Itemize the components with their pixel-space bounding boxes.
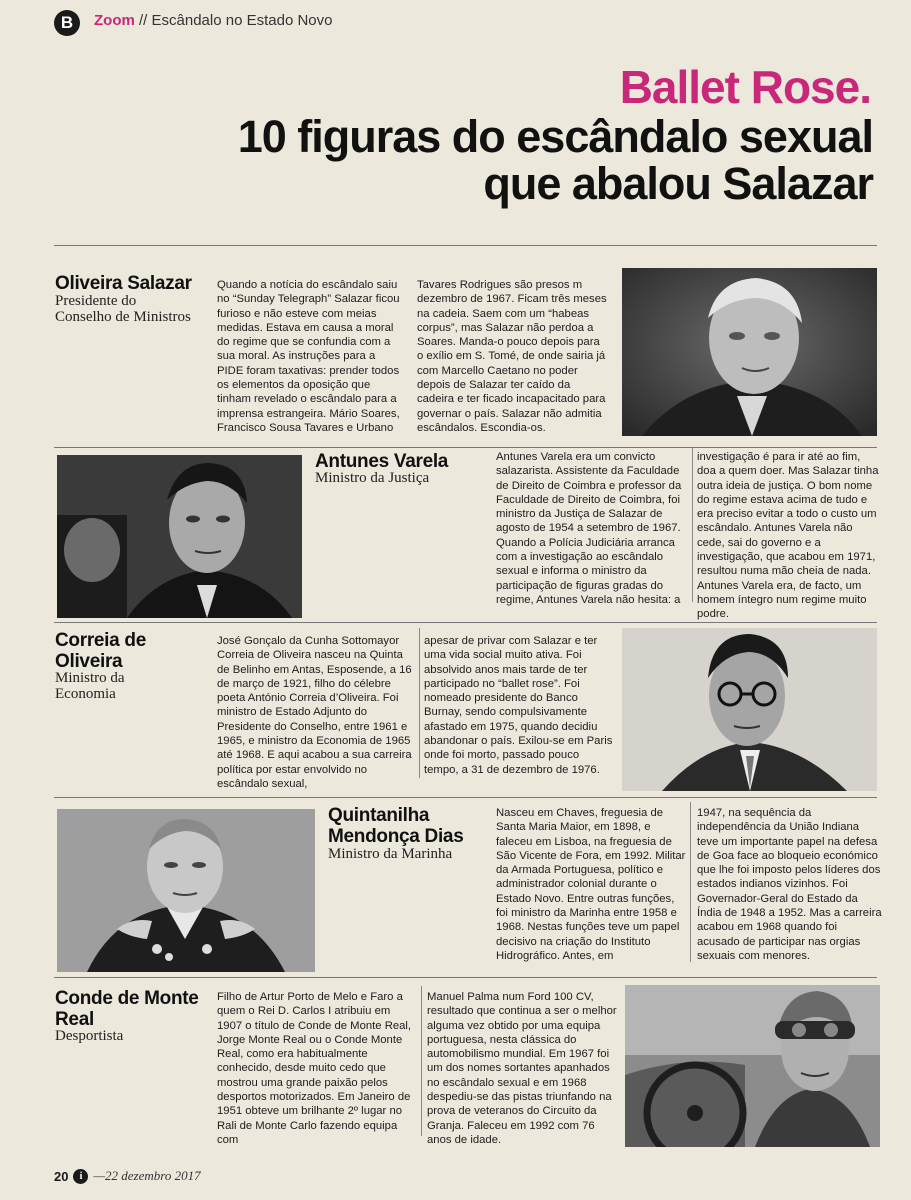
portrait-salazar	[622, 268, 877, 436]
column-rule	[692, 448, 693, 602]
profile-role: Ministro da Economia	[55, 670, 125, 702]
profile-name: Conde de Monte Real	[55, 988, 199, 1030]
profile-text-col1: José Gonçalo da Cunha Sottomayor Correia de Oliveira nasceu na Quinta de Belinho em Antas, Esposende, a 16 de março de 1921, filho do célebre poeta António Correia d’Oliveira. Foi ministro de Estado Adjunto do Presidente do Conselho, entre 1961 e 1965, e ministro da Economia de 1965 até 1968. E aqui acabou a sua carreira política por estar envolvido no escândalo sexual,	[217, 635, 412, 790]
profile-role: Presidente do Conselho de Ministros	[55, 293, 191, 325]
divider	[54, 245, 877, 246]
divider	[54, 797, 877, 798]
magazine-logo: B	[54, 10, 80, 36]
divider	[54, 447, 877, 448]
info-icon: i	[73, 1169, 88, 1184]
profile-text-col2: 1947, na sequência da independência da União Indiana teve um importante papel na defesa de Goa face ao bloqueio económico que lhe foi imposto pelos líderes dos estados indianos vizinhos. Foi Governador-Geral do Estado da Índia de 1948 a 1952. Mas a carreira acabou em 1968 quando foi acusado de participar nas orgias sexuais com menores.	[697, 807, 882, 962]
portrait-correia	[622, 628, 877, 791]
issue-date: —22 dezembro 2017	[93, 1168, 201, 1183]
profile-text-col1: Filho de Artur Porto de Melo e Faro a quem o Rei D. Carlos I atribuiu em 1907 o título de Conde de Monte Real, Jorge Monte Real ou o Conde Monte Real, como era habitualmente conhecido, desde muito cedo que mostrou uma grande paixão pelos desportos motorizados. Em Janeiro de 1951 obteve um brilhante 2º lugar no Rali de Monte Carlo fazendo equipa com	[217, 991, 412, 1146]
section-separator: //	[139, 12, 148, 29]
portrait-quintanilha	[57, 809, 315, 972]
profile-text-col2: Manuel Palma num Ford 100 CV, resultado que continua a ser o melhor alguma vez obtido por uma equipa portuguesa, nesta clássica do automobilismo mundial. Em 1967 foi um dos nomes sortantes apanhados no escândalo sexual e em 1968 despediu-se das pistas triunfando na prova de veteranos do Circuito da Granja. Faleceu em 1992 com 76 anos de idade.	[427, 991, 617, 1146]
portrait-varela	[57, 455, 302, 618]
section-label: Zoom	[94, 12, 135, 29]
profile-text-col1: Quando a notícia do escândalo saiu no “Sunday Telegraph” Salazar ficou furioso e não esteve com meias medidas. Estava em causa a moral do regime que se confundia com a sua moral. As instruções para a PIDE foram taxativas: prender todos os elementos da oposição que tinham revelado o escândalo para a imprensa estrangeira. Mário Soares, Francisco Sousa Tavares e Urbano	[217, 279, 400, 434]
profile-name: Oliveira Salazar	[55, 273, 192, 294]
headline-title: 10 figuras do escândalo sexual que abalou Salazar	[237, 111, 873, 209]
profile-text-col2: apesar de privar com Salazar e ter uma vida social muito ativa. Foi absolvido anos mais tarde de ter participado no “ballet rose”. Foi nomeado presidente do Banco Burnay, sendo compulsivamente afastado em 1975, quando decidiu abandonar o país. Exilou-se em Paris onde foi morto, passado pouco tempo, a 31 de dezembro de 1976.	[424, 635, 613, 776]
section-breadcrumb	[94, 12, 332, 29]
divider	[54, 977, 877, 978]
profile-role: Ministro da Marinha	[328, 846, 453, 862]
page-footer	[54, 1168, 201, 1184]
profile-role: Ministro da Justiça	[315, 470, 430, 486]
profile-text-col2: Tavares Rodrigues são presos m dezembro de 1967. Ficam três meses na cadeia. Saem com um “habeas corpus”, mas Salazar não perdoa a Soares. Manda-o pouco depois para o exílio em S. Tomé, de onde sairia já com Marcello Caetano no poder depois de Salazar ter caído da cadeira e ter ficado incapacitado para governar o país. Salazar não admitia escândalos. Escondia-os.	[417, 279, 607, 434]
page-number: 20	[54, 1168, 69, 1184]
portrait-monte-real	[625, 985, 880, 1147]
subsection-label: Escândalo no Estado Novo	[151, 12, 333, 29]
profile-text-col1: Antunes Varela era um convicto salazarista. Assistente da Faculdade de Direito de Coimbra e professor da Faculdade de Direito de Coimbra, foi ministro da Justiça de Salazar de agosto de 1954 a setembro de 1967. Quando a Polícia Judiciária arranca com a investigação ao escândalo sexual e informa o ministro da participação de figuras gradas do regime, Antunes Varela não hesita: a	[496, 451, 682, 606]
column-rule	[419, 628, 420, 778]
profile-name: Antunes Varela	[315, 451, 449, 472]
headline-kicker: Ballet Rose.	[619, 61, 871, 113]
profile-text-col2: investigação é para ir até ao fim, doa a quem doer. Mas Salazar tinha outra ideia de justiça. O bom nome do regime estava acima de tudo e era preciso evitar a todo o custo um escândalo. Antunes Varela não cede, sai do governo e a investigação, que acabou em 1971, resultou numa mão cheia de nada. Antunes Varela era, de facto, um homem íntegro num regime muito podre.	[697, 451, 879, 621]
profile-name: Quintanilha Mendonça Dias	[328, 805, 464, 847]
column-rule	[690, 802, 691, 962]
profile-name: Correia de Oliveira	[55, 630, 146, 672]
profile-role: Desportista	[55, 1028, 124, 1044]
divider	[54, 622, 877, 623]
column-rule	[421, 986, 422, 1136]
profile-text-col1: Nasceu em Chaves, freguesia de Santa Maria Maior, em 1898, e faleceu em Lisboa, na freguesia de São Vicente de Fora, em 1992. Militar da Armada Portuguesa, político e administrador colonial durante o Estado Novo. Entre outras funções, foi ministro da Marinha entre 1958 e 1968. Nestas funções teve um papel decisivo na criação do Instituto Hidrográfico. Antes, em	[496, 807, 686, 962]
